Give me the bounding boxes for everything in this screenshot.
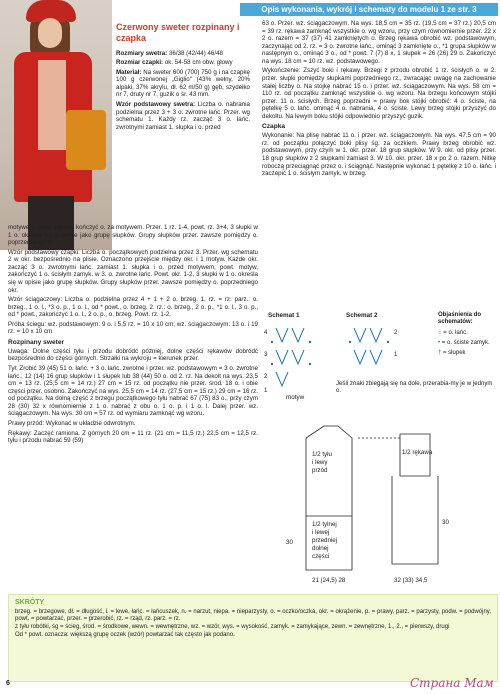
svg-text:części: części (312, 553, 330, 560)
article-title: Czerwony sweter rozpinany i czapka (116, 22, 240, 43)
svg-text:21 (24,5) 28: 21 (24,5) 28 (312, 577, 346, 584)
main-text: motywem, powt. motyw, kończyć o. za motywem. Przer. 1 rz. 1-4, powt. rz. 3+4, 3 słupki w 1 o. określa się w opisie jako grupę słupków. Grupy słupków przer. zawsze pomiędzy o. poprzedniego rz. Wzór podstawowy czapki: Liczba o. początkowych podzielna przez 3. Przer. wg schematu 2 w okr. bezpośrednio na plisie. Oznaczono przejście między okr. i 1 motyw. Każde okr. zacząć 3 o. zwrotnymi łańc. zamiast 1. słupka i o. przed motywem, powt. motyw, zakończyć 1 o. ścisłym zamyk. w 3. o. zwrotne łańc. Powt. okr. 1-2, 3 słupki w 1 o. określa się w opisie jako grupę słupków. Grupy słupków przer. zawsze pomiędzy o. poprzedniego okr. Wzór ściągaczowy: Liczba o. podzielna przez 4 + 1 + 2 o. brzeg. 1. rz. = rz. parz.: o. brzeg., 1 o. l., *3 o. p., 1 o. l., od * powt., o. brzeg. 2. rz.: o. brzeg., 2 o. p., *1 o. l., 3 o. p., od * powt., zakończyć 1 o. l., 2 o. p., o. brzeg. Powt. rz. 1-2. Próba ściegu: wz. podstawowym: 9 o. i 5,5 rz. = 10 x 10 cm; wz. ściągaczowym: 13 o. i 19 rz. = 10 x 10 cm Rozpinany sweter Uwaga: Dolne części tyłu i przodu dobródć później, dolne części rękawów dobródć bezpośrednio do części górnych. Strzałki na wykroju = kierunek przer. Tył: Zrobić 39 (45) 51 o. łańc. + 3 o. łańc. zwrotne i przer. wz. podstawowym = 3 o. zwrotne łańc., 12 (14) 16 grup słupków i 1 słupek lub 38 (44) 50 o. od 2. rz. Na dekolt na wys. 23,5 cm = 13 rz. (25,5 cm = 14 rz.) 27 cm = 15 rz. od początku nie przer. środ. 18 o. i obie części przer. osobno. Zakończyć na wys. 25,5 cm = 14 rz. (27,5 cm = 15 rz.) 29 cm = 16 rz. od początku. Na dolną część z brzegu początkowego tyłu nabrać 67 (75) 83 o., przy czym 28 (30) 32 x równomiernie z 1 o. nabrać z obu o. 1 o. p. i 1 o. l. Dalej przer. wz. ściągaczowym. Na wys. 30 cm = 57 rz. od wymiaru zamknąć wg wzoru. Prawy przód: Wykonać w układzie odwrotnym. Rękawy: Zaczęć ramiona. Z górnych 20 cm = 11 rz. (21 cm = 11,5 rz.) 22,5 cm = 12,5 rz. tyłu i przodu nabrać 59 (59) (8, 224, 258, 445)
right-column: 63 o. Przer. wz. ściągaczowym. Na wys. 18,5 cm = 35 rz. (19,5 cm = 37 rz.) 20,5 cm = 39 rz. rękawa zamknąć wszystkie o. wg wzoru, przy czym równomiernie przer. 22 x 2 o. razem = 37 (37) 41 zamkniętych o. Brzeg rękawa obrobić wz. podstawowym, zaczynając od 2. rz. = 3 o. zwrotne łańc., ominąć 3 zamknięte o., *1 grupa słupków w następnym o., ominąć 3 o., od * powt. 7 (7) 8 x, 1 słupek = 26 (26) 29 o. Zakończyć na wys. 18 cm = 10 rz. wz. podstawowego. Wykończenie: Zszyć boki i rękawy. Brzegi z przodu obrobić 1 rz. ścisłych o. w 2. przer. słupki pomiędzy słupkami poprzedniego rz., zwracając uwagę na zachowanie stałej liczby o. Na stojkę nabrać 15 o. i przer. wz. ściągaczowym. Na wys. 58 cm = 110 rz. od początku zamknąć wszystkie o. wg wzoru. Na brzegu końcowym stójki przer. 11 o. ścisłych. Brzeg poprzedni = prawy bok stójki obrobić: 4 o. ściste, na pętelkę 5 o. łańc. ominąć 4 o. nabrania, 4 o. ściste. Lewy brzeg stójki przyszyć do dekoltu. Na lewym boku stójki odpowiednio przyszyć guzik. Czapka Wykonanie: Na plisę nabrać 11 o. i przer. wz. ściągaczowym. Na wys. 47,5 cm = 90 rz. od początku połączyć boki plisy śg. za oczkiem. Prawy brzeg obrobić wz. podstawowym, przy czym w 1. okr. przer. 18 grup słupków. W 9. okr. od plisy przer. 18 grup słupków z 2 słupkami zamiast 3. W 10. okr. przer. 18 x po 2 o. razem. Nitkę roboczą przeciągnąć przez o. i ściągnąć. Następnie wykonać 1 pętelkę z 10 o. łańc. i zaczepić 1 o. ścisłym zamyk. w brzeg. (262, 20, 496, 178)
svg-text:1: 1 (264, 388, 268, 394)
page-header: Opis wykonania, wykrój i schematy do modelu 1 ze str. 3 (240, 3, 498, 16)
schemat2-title: Schemat 2 (346, 312, 378, 319)
page-number: 6 (6, 680, 10, 687)
model-photo (0, 0, 112, 250)
motyw-label: motyw (286, 394, 305, 401)
pattern-schema (282, 404, 497, 590)
svg-text:1: 1 (394, 352, 398, 358)
shortcuts-box: SKRÓTY brzeg. = brzegowe, dł. = długość, l. = lewe, łańc. = łańcuszek, n. = narzut, niepa. = nieparzysty, o. = oczko/oczka, okr. = okrążenie, p. = prawy, parz. = parzysty, podw. = podwójny, powt. = powtarzać, przer. = przerobić, rz. = rząd, rz. parz. = rz. z tyłu robótki, śg = ścieg, środ. = środkowe, wewn. = wewnętrzne, wz. = wzór, wys. = wysokość, zamyk. = zamykające, zewn. = zewnętrzne, 1., 2., = pierwszy, drugi Od * powt. oznacza: większą grupę oczek (wzór) powtarzać tak często jak podano. (8, 594, 498, 682)
svg-text:1/2 tylnej: 1/2 tylnej (312, 521, 337, 528)
svg-text:przód: przód (312, 467, 328, 474)
schemat1-title: Schemat 1 (268, 312, 300, 319)
svg-text:2: 2 (264, 374, 268, 380)
svg-text:4: 4 (264, 330, 268, 336)
svg-text:dolnej: dolnej (312, 545, 329, 552)
watermark: Страна Мам (410, 676, 494, 690)
svg-text:30: 30 (442, 519, 449, 526)
legend: Objaśnienia do schematów: ○ = o. łańc. • = o. ściste zamyk. † = słupek (438, 312, 490, 357)
svg-text:przedniej: przedniej (312, 537, 338, 544)
diagram-note: Jeśli znaki zbiegają się na dole, przerabia-my je w jednym o. (336, 380, 493, 395)
left-column: Czerwony sweter rozpinany i czapka Rozmiary swetra: 36/38 (42/44) 46/48 Rozmiar czapki: ok. 54-58 cm obw. głowy Materiał: Na sweter 600 (700) 750 g i na czapkę 100 g czerwonej „Giglio" (43% wełny, 20% alpaki, 37% akrylu, dł. 62 m/50 g) gęb, szydełko nr 7, druty nr 7, guzik o śr. 43 mm. Wzór podstawowy swetra: Liczba o. nabrania podzielna przez 3 + 3 o. zwrotne łańc. Przer. wg schematu 1. Każdy rz. zacząć 3 o. łańc. zwrotnymi zamiast 1. słupka i o. przed (116, 22, 250, 131)
svg-text:30: 30 (286, 539, 293, 546)
svg-text:i lewej: i lewej (312, 529, 330, 536)
svg-text:1/2 tyłu: 1/2 tyłu (312, 451, 332, 458)
svg-text:32 (33) 34,5: 32 (33) 34,5 (394, 577, 428, 584)
svg-text:1/2 rękawa: 1/2 rękawa (402, 449, 433, 456)
svg-text:2: 2 (394, 330, 398, 336)
svg-text:3: 3 (264, 352, 268, 358)
svg-text:i lewy: i lewy (312, 459, 328, 466)
